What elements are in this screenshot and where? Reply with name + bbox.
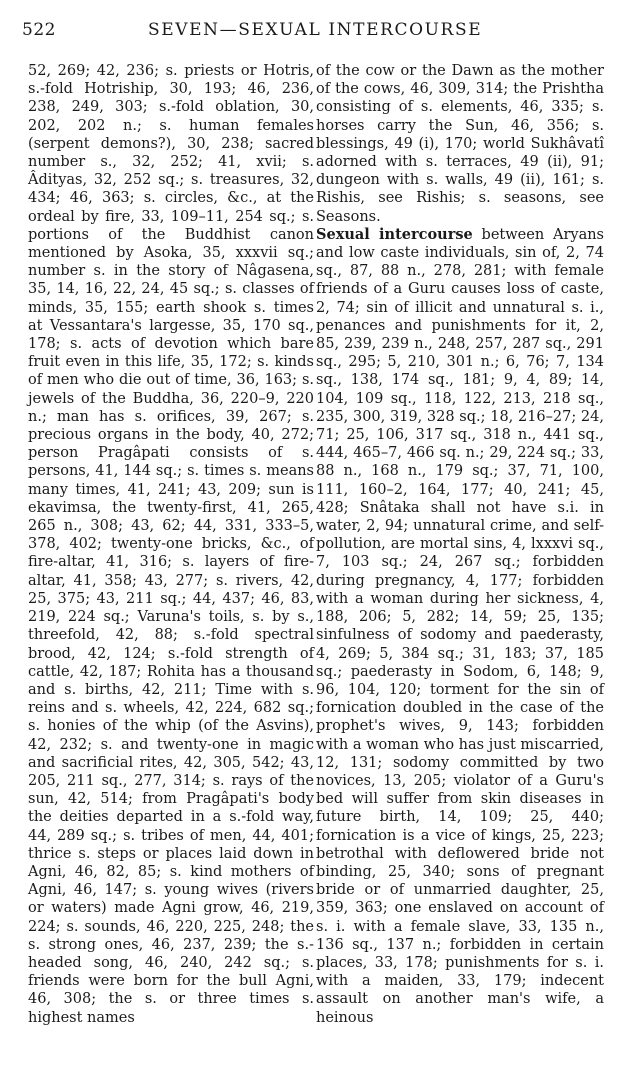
- index-entry-heading: Sexual intercourse: [316, 225, 473, 243]
- index-entry-body: between Aryans and low caste individuals, sin of, 2, 74 sq., 87, 88 n., 278, 281; with female friends of a Guru causes loss of caste, 2, 74; sin of illicit and unnatural s. i., penances and punishments for it, 2, 85, 239, 239 n., 248, 257, 287 sq., 291 sq., 295; 5, 210, 301 n.; 6, 76; 7, 134 sq., 138, 174 sq., 181; 9, 4, 89; 14, 104, 109 sq., 118, 122, 213, 218 sq., 235, 300, 319, 328 sq.; 18, 216–27; 24, 71; 25, 106, 317 sq., 318 n., 441 sq., 444, 465–7, 466 sq. n.; 29, 224 sq.; 33, 88 n., 168 n., 179 sq.; 37, 71, 100, 111, 160–2, 164, 177; 40, 241; 45, 428; Snâtaka shall not have s.i. in water, 2, 94; unnatural crime, and self-pollution, are mortal sins, 4, lxxxvi sq., 7, 103 sq.; 24, 267 sq.; forbidden during pregnancy, 4, 177; forbidden with a woman during her sickness, 4, 188, 206; 5, 282; 14, 59; 25, 135; sinfulness of sodomy and paederasty, 4, 269; 5, 384 sq.; 31, 183; 37, 185 sq.; paederasty in Sodom, 6, 148; 9, 96, 104, 120; torment for the sin of fornication doubled in the case of the prophet's wives, 9, 143; forbidden with a woman who has just miscarried, 12, 131; sodomy committed by two novices, 13, 205; violator of a Guru's bed will suffer from skin diseases in future birth, 14, 109; 25, 440; fornication is a vice of kings, 25, 223; betrothal with deflowered bride not binding, 25, 340; sons of pregnant bride or of unmarried daughter, 25, 359, 363; one enslaved on account of s. i. with a female slave, 33, 135 n., 136 sq., 137 n.; forbidden in certain places, 33, 178; punishments for s. i. with a maiden, 33, 179; indecent assault on another man's wife, a heinous: [316, 226, 604, 1026]
- index-entry: [316, 226, 604, 1027]
- running-head: SEVEN—SEXUAL INTERCOURSE: [148, 20, 483, 40]
- right-column: [316, 62, 604, 1027]
- page-number: 522: [22, 20, 56, 40]
- left-column: [28, 62, 314, 1027]
- index-entry-continuation: of the cow or the Dawn as the mother of the cows, 46, 309, 314; the Prishtha consisting of s. elements, 46, 335; s. horses carry the Sun, 46, 356; s. blessings, 49 (i), 170; world Sukhâvatî adorned with s. terraces, 49 (ii), 91; dungeon with s. walls, 49 (ii), 161; s. Rishis, see Rishis; s. seasons, see Seasons.: [316, 63, 604, 225]
- page-header: [22, 20, 602, 44]
- index-entry-continuation: 52, 269; 42, 236; s. priests or Hotris, s.-fold Hotriship, 30, 193; 46, 236, 238, 249, 303; s.-fold oblation, 30, 202, 202 n.; s. human females (serpent demons?), 30, 238; sacred number s., 32, 252; 41, xvii; s. Âdityas, 32, 252 sq.; s. treasures, 32, 434; 46, 363; s. circles, &c., at the ordeal by fire, 33, 109–11, 254 sq.; s. portions of the Buddhist canon mentioned by Asoka, 35, xxxvii sq.; number s. in the story of Nâgasena, 35, 14, 16, 22, 24, 45 sq.; s. classes of minds, 35, 155; earth shook s. times at Vessantara's largesse, 35, 170 sq., 178; s. acts of devotion which bare fruit even in this life, 35, 172; s. kinds of men who die out of time, 36, 163; s. jewels of the Buddha, 36, 220–9, 220 n.; man has s. orifices, 39, 267; s. precious organs in the body, 40, 272; person Pragâpati consists of s. persons, 41, 144 sq.; s. times s. means many times, 41, 241; 43, 209; sun is ekavimsa, the twenty-first, 41, 265, 265 n., 308; 43, 62; 44, 331, 333–5, 378, 402; twenty-one bricks, &c., of fire-altar, 41, 316; s. layers of fire-altar, 41, 358; 43, 277; s. rivers, 42, 25, 375; 43, 211 sq.; 44, 437; 46, 83, 219, 224 sq.; Varuna's toils, s. by s., threefold, 42, 88; s.-fold spectral brood, 42, 124; s.-fold strength of cattle, 42, 187; Rohita has a thousand and s. births, 42, 211; Time with s. reins and s. wheels, 42, 224, 682 sq.; s. honies of the whip (of the Asvins), 42, 232; s. and twenty-one in magic and sacrificial rites, 42, 305, 542; 43, 205, 211 sq., 277, 314; s. rays of the sun, 42, 514; from Pragâpati's body the deities departed in a s.-fold way, 44, 289 sq.; s. tribes of men, 44, 401; thrice s. steps or places laid down in Agni, 46, 82, 85; s. kind mothers of Agni, 46, 147; s. young wives (rivers or waters) made Agni grow, 46, 219, 224; s. sounds, 46, 220, 225, 248; the s. strong ones, 46, 237, 239; the s.-headed song, 46, 240, 242 sq.; s. friends were born for the bull Agni, 46, 308; the s. or three times s. highest names: [28, 63, 314, 1026]
